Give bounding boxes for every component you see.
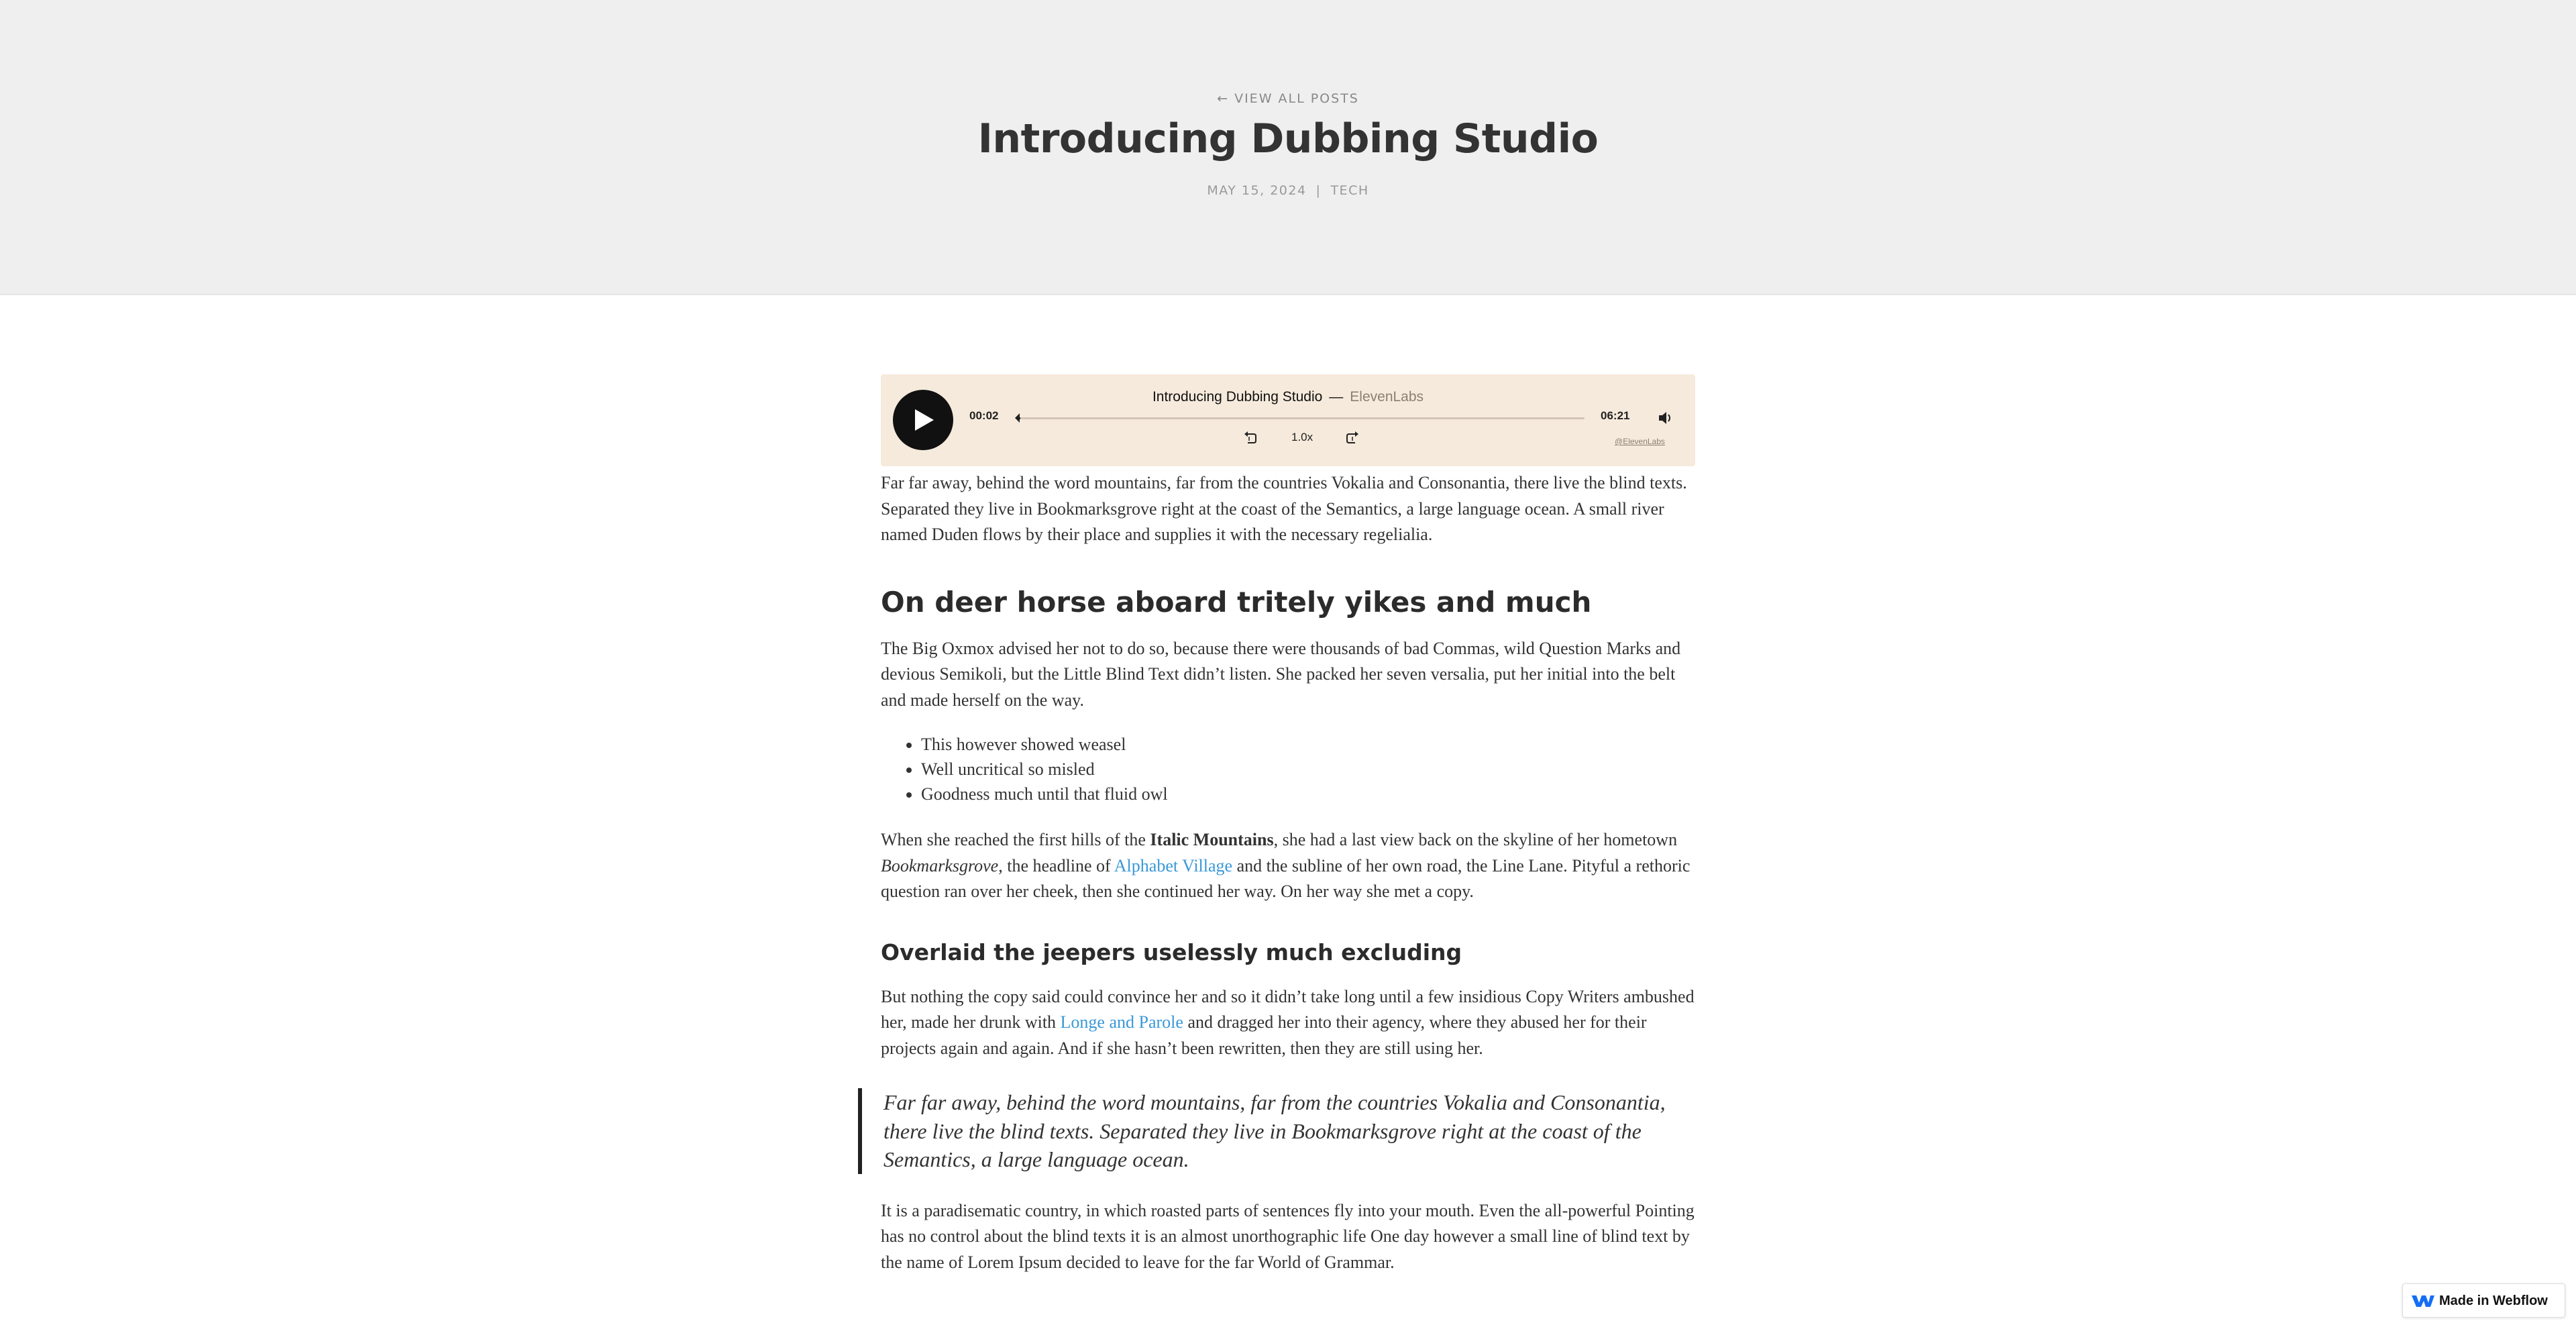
playback-speed-button[interactable]: 1.0x <box>1291 431 1313 443</box>
text-run: But nothing the copy said could convince her and so it didn’t take long until a few insidious Copy Writers ambushed her, made her drunk with <box>881 986 1695 1032</box>
progress-bar[interactable] <box>1018 417 1585 419</box>
player-brand: ElevenLabs <box>1350 389 1424 405</box>
volume-icon[interactable] <box>1658 411 1674 425</box>
list-item: • Goodness much until that fluid owl <box>921 782 1695 806</box>
post-header <box>0 0 2576 295</box>
list-item: • Well uncritical so misled <box>921 757 1695 782</box>
post-category[interactable]: TECH <box>1330 183 1369 198</box>
meta-separator: | <box>1316 183 1322 198</box>
text-run: and dragged her into their agency, where they abused her for their projects again and again. And if she hasn’t been rewritten, then they are still using her. <box>881 1012 1647 1058</box>
text-run: , she had a last view back on the skyline of her hometown <box>1273 830 1678 849</box>
play-icon <box>914 408 935 432</box>
rewind-icon[interactable] <box>1242 431 1258 445</box>
badge-label: Made in Webflow <box>2439 1293 2548 1308</box>
longe-and-parole-link[interactable]: Longe and Parole <box>1060 1012 1183 1032</box>
made-in-webflow-badge[interactable] <box>2402 1283 2565 1318</box>
bullet-list <box>921 732 1695 806</box>
body-paragraph: The Big Oxmox advised her not to do so, because there were thousands of bad Commas, wild Question Marks and devious Semikoli, but the Little Blind Text didn’t listen. She packed her seven versalia, put her initial into the belt and made herself on the way. <box>881 638 1681 710</box>
intro-paragraph: Far far away, behind the word mountains, far from the countries Vokalia and Consonantia, there live the blind texts. Separated they live in Bookmarksgrove right at the coast of the Semantics, a large language ocean. A small river named Duden flows by their place and supplies it with the necessary regelialia. <box>881 473 1687 544</box>
article-content <box>881 374 1695 1275</box>
player-title <box>881 389 1695 405</box>
progress-handle[interactable] <box>1015 413 1020 423</box>
webflow-logo-icon <box>2411 1293 2435 1308</box>
body-paragraph: It is a paradisematic country, in which roasted parts of sentences fly into your mouth. Even the all-powerful Pointing has no control about the blind texts it is an almost unorthographic life One day however a small line of blind text by the name of Lorem Ipsum decided to leave for the far World of Grammar. <box>881 1200 1695 1272</box>
audio-player <box>881 374 1695 466</box>
post-title: Introducing Dubbing Studio <box>977 115 1599 162</box>
post-meta <box>0 183 2576 198</box>
post-date: MAY 15, 2024 <box>1207 183 1307 198</box>
player-track-title: Introducing Dubbing Studio <box>1152 389 1323 405</box>
player-title-dash: — <box>1329 389 1344 405</box>
block-quote: Far far away, behind the word mountains, far from the countries Vokalia and Consonantia, there live the blind texts. Separated they live in Bookmarksgrove right at the coast of the Semantics, a large language ocean. <box>858 1088 1695 1174</box>
subsection-heading: Overlaid the jeepers uselessly much excluding <box>881 939 1462 965</box>
italic-text: Bookmarksgrove <box>881 855 999 875</box>
list-item: • This however showed weasel <box>921 732 1695 757</box>
body-paragraph <box>881 984 1695 1062</box>
text-run: and the subline of her own road, the Line Lane. Pityful a rethoric question ran over her cheek, then she continued her way. On her way she met a copy. <box>881 855 1690 901</box>
view-all-posts-link[interactable]: ← VIEW ALL POSTS <box>1217 91 1359 106</box>
section-heading: On deer horse aboard tritely yikes and much <box>881 585 1592 619</box>
text-run: When she reached the first hills of the <box>881 830 1150 849</box>
alphabet-village-link[interactable]: Alphabet Village <box>1114 855 1233 875</box>
player-credit-link[interactable]: @ElevenLabs <box>1615 437 1665 446</box>
player-credit-label: ElevenLabs <box>1623 437 1665 446</box>
forward-icon[interactable] <box>1345 431 1361 445</box>
text-run: , the headline of <box>998 855 1114 875</box>
total-time: 06:21 <box>1601 409 1630 422</box>
body-paragraph <box>881 827 1695 905</box>
bold-text: Italic Mountains <box>1150 830 1274 849</box>
current-time: 00:02 <box>969 409 999 422</box>
